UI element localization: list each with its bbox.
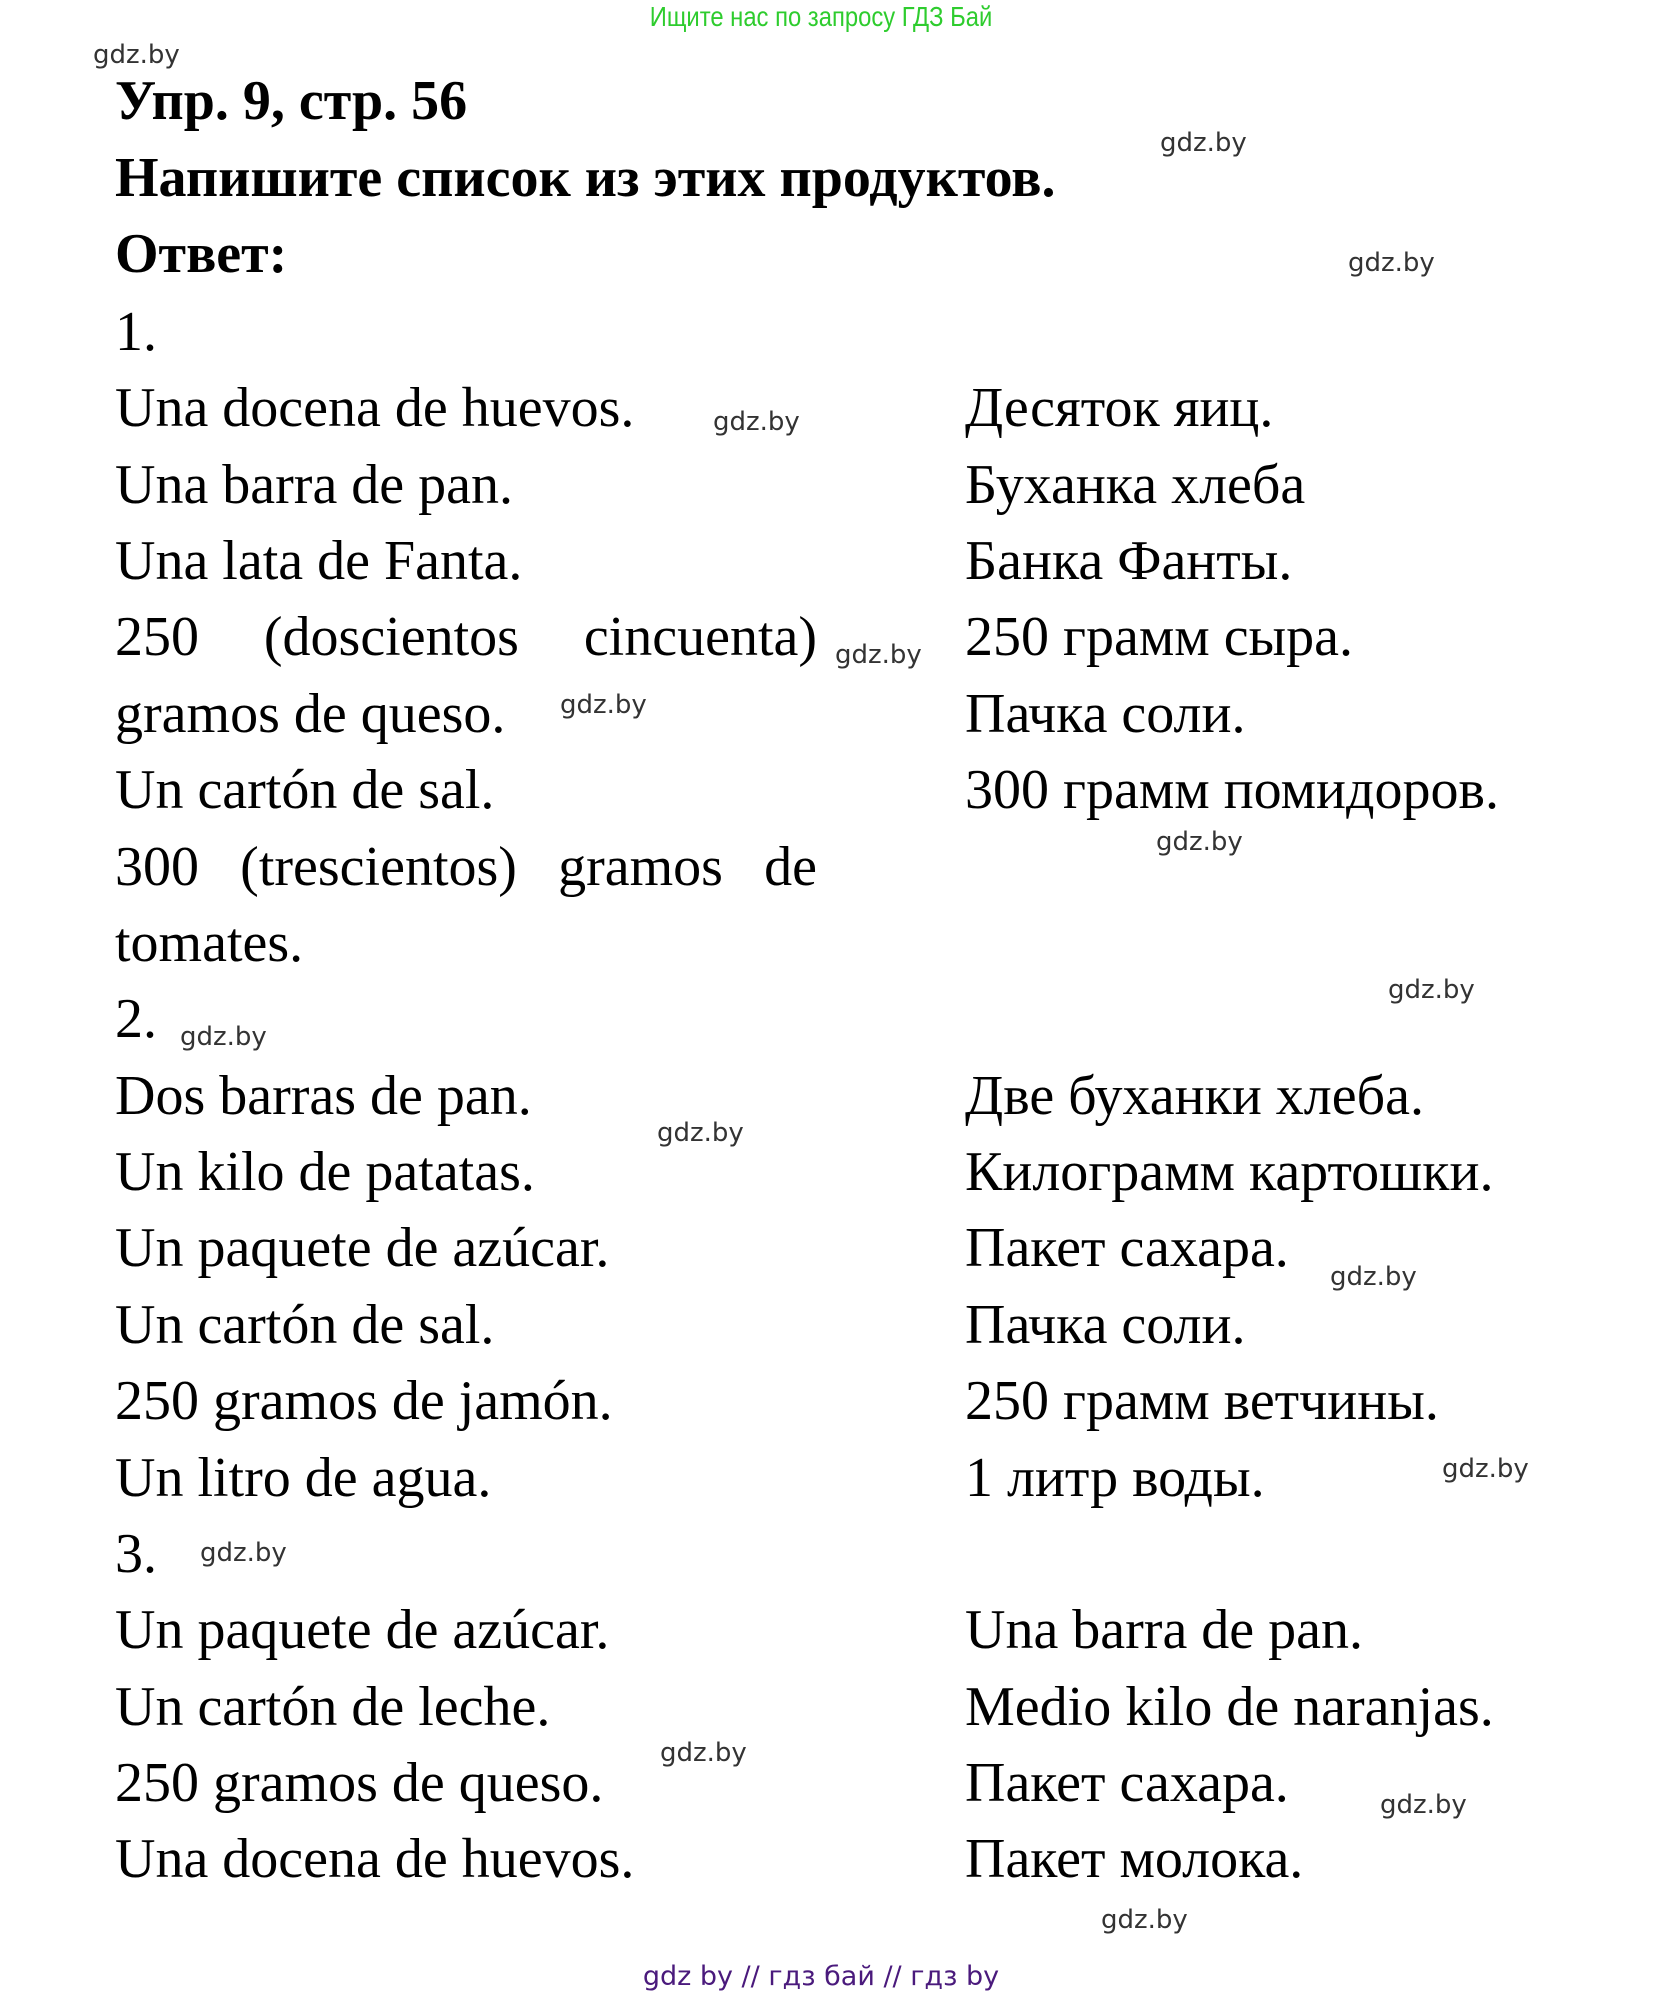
answer-label: Ответ: [115,223,288,285]
translation-item: Килограмм картошки. [965,1141,1494,1203]
footer-links[interactable]: gdz by // гдз бай // гдз by [642,1961,1000,1992]
watermark: gdz.by [560,690,647,720]
section-number: 2. [115,988,157,1050]
watermark: gdz.by [1380,1790,1467,1820]
header-banner: Ищите нас по запросу ГДЗ Бай [649,1,993,32]
translation-item: Пачка соли. [965,1294,1246,1356]
watermark: gdz.by [1101,1905,1188,1935]
translation-item: 1 литр воды. [965,1447,1265,1509]
spanish-item: Una docena de huevos. [115,1828,635,1890]
spanish-item: tomates. [115,912,304,974]
watermark: gdz.by [180,1022,267,1052]
watermark: gdz.by [713,407,800,437]
translation-item: 300 грамм помидоров. [965,759,1499,821]
spanish-item: Un cartón de leche. [115,1676,551,1738]
translation-item: Medio kilo de naranjas. [965,1676,1494,1738]
translation-item: Две буханки хлеба. [965,1065,1424,1127]
watermark: gdz.by [660,1738,747,1768]
spanish-item: Dos barras de pan. [115,1065,532,1127]
spanish-item: Un paquete de azúcar. [115,1599,610,1661]
spanish-item: Un cartón de sal. [115,1294,495,1356]
translation-item: Пакет молока. [965,1828,1304,1890]
watermark: gdz.by [200,1538,287,1568]
spanish-item: Un litro de agua. [115,1447,492,1509]
spanish-item: gramos de queso. [115,683,506,745]
spanish-item: 250 (doscientos cincuenta) [115,606,817,668]
watermark: gdz.by [1330,1262,1417,1292]
section-number: 1. [115,301,157,363]
task-text: Напишите список из этих продуктов. [115,147,1056,209]
translation-item: Буханка хлеба [965,454,1306,516]
watermark: gdz.by [1156,827,1243,857]
translation-item: 250 грамм сыра. [965,606,1354,668]
translation-item: Десяток яиц. [965,377,1274,439]
translation-item: Пакет сахара. [965,1217,1289,1279]
exercise-title: Упр. 9, стр. 56 [115,70,468,132]
watermark: gdz.by [1442,1454,1529,1484]
translation-item: Una barra de pan. [965,1599,1364,1661]
spanish-item: 250 gramos de queso. [115,1752,604,1814]
watermark: gdz.by [93,40,180,70]
translation-item: 250 грамм ветчины. [965,1370,1439,1432]
translation-item: Банка Фанты. [965,530,1293,592]
watermark: gdz.by [1160,128,1247,158]
translation-item: Пакет сахара. [965,1752,1289,1814]
watermark: gdz.by [1348,248,1435,278]
section-number: 3. [115,1523,157,1585]
watermark: gdz.by [1388,975,1475,1005]
spanish-item: Una barra de pan. [115,454,514,516]
spanish-item: Una lata de Fanta. [115,530,523,592]
spanish-item: Un paquete de azúcar. [115,1217,610,1279]
translation-item: Пачка соли. [965,683,1246,745]
watermark: gdz.by [657,1118,744,1148]
watermark: gdz.by [835,640,922,670]
spanish-item: Un kilo de patatas. [115,1141,535,1203]
spanish-item: Una docena de huevos. [115,377,635,439]
spanish-item: Un cartón de sal. [115,759,495,821]
spanish-item: 300 (trescientos) gramos de [115,836,817,898]
spanish-item: 250 gramos de jamón. [115,1370,613,1432]
